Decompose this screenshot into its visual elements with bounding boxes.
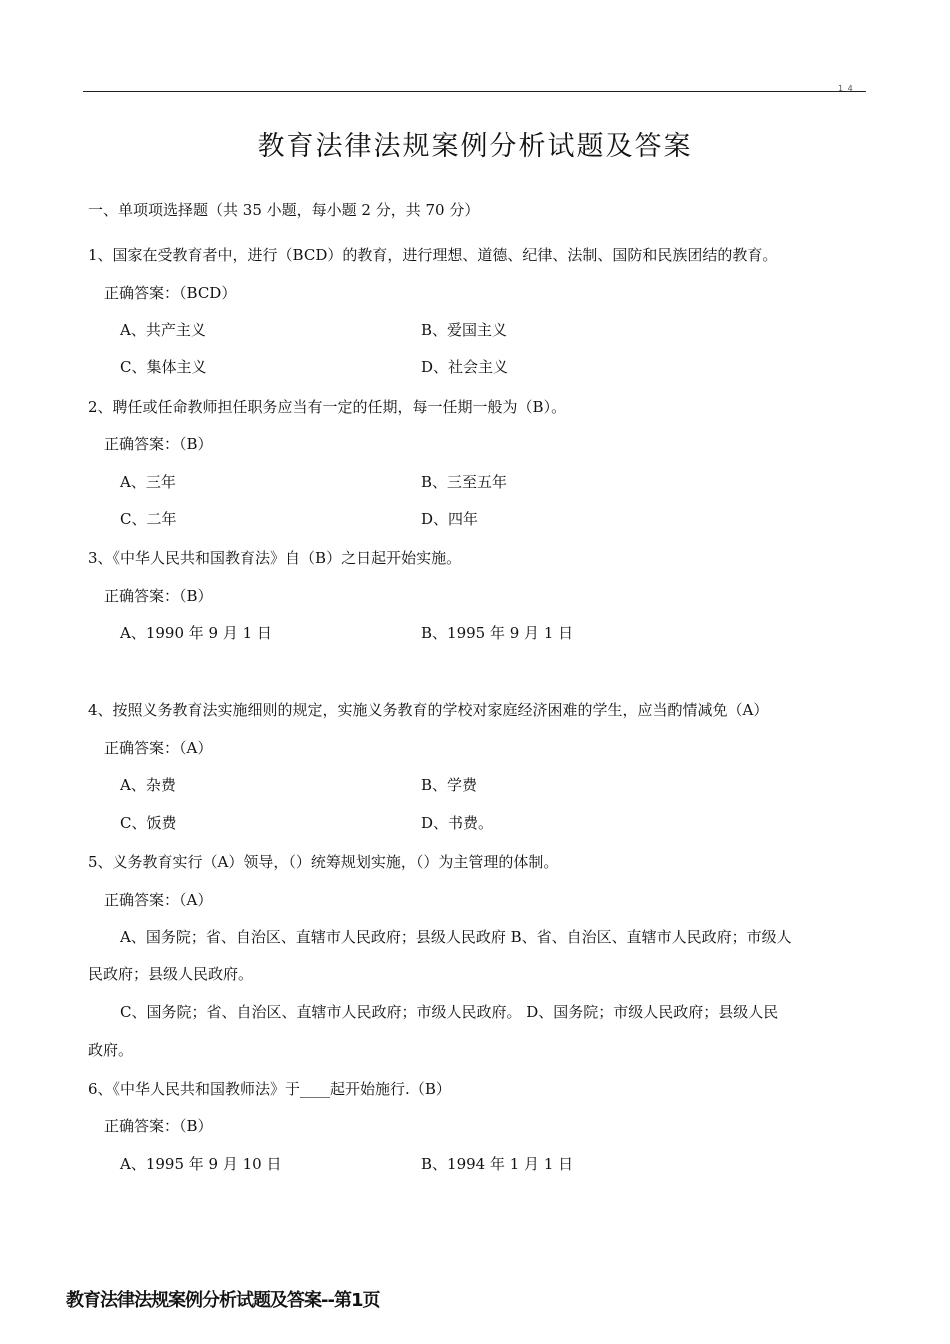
question-6-answer: 正确答案：（B） xyxy=(104,1117,213,1135)
question-1-option-c: C、集体主义 xyxy=(120,358,207,376)
question-4-option-c: C、饭费 xyxy=(120,814,177,832)
question-2-answer: 正确答案：（B） xyxy=(104,435,213,453)
question-3-stem: 3、《中华人民共和国教育法》自（B）之日起开始实施。 xyxy=(88,549,462,567)
question-1-option-a: A、共产主义 xyxy=(120,321,206,339)
question-1-stem: 1、国家在受教育者中，进行（BCD）的教育，进行理想、道德、纪律、法制、国防和民族团结的教育。 xyxy=(88,246,778,264)
question-2-option-d: D、四年 xyxy=(421,510,479,528)
question-4-option-d: D、书费。 xyxy=(421,814,494,832)
question-2-option-c: C、二年 xyxy=(120,510,177,528)
question-3-option-a: A、1990 年 9 月 1 日 xyxy=(120,624,272,642)
question-5-options-line-1: A、国务院；省、自治区、直辖市人民政府；县级人民政府 B、省、自治区、直辖市人民政府；市级人 xyxy=(120,928,792,946)
question-5-options-line-3: C、国务院；省、自治区、直辖市人民政府；市级人民政府。 D、国务院；市级人民政府；县级人民 xyxy=(120,1003,779,1021)
question-4-option-b: B、学费 xyxy=(421,776,478,794)
page-mark: 1 4 xyxy=(838,84,854,93)
question-4-option-a: A、杂费 xyxy=(120,776,176,794)
question-3-option-b: B、1995 年 9 月 1 日 xyxy=(421,624,574,642)
question-6-option-b: B、1994 年 1 月 1 日 xyxy=(421,1155,574,1173)
question-6-stem: 6、《中华人民共和国教师法》于____起开始施行.（B） xyxy=(88,1080,451,1098)
question-5-options-line-2: 民政府；县级人民政府。 xyxy=(88,965,254,983)
question-5-stem: 5、义务教育实行（A）领导，（）统筹规划实施，（）为主管理的体制。 xyxy=(88,853,559,871)
question-5-answer: 正确答案：（A） xyxy=(104,891,213,909)
question-2-stem: 2、聘任或任命教师担任职务应当有一定的任期，每一任期一般为（B）。 xyxy=(88,398,567,416)
header-rule xyxy=(83,91,866,92)
document-title: 教育法律法规案例分析试题及答案 xyxy=(257,131,693,162)
section-heading: 一、单项项选择题（共 35 小题，每小题 2 分，共 70 分） xyxy=(88,201,480,219)
question-4-answer: 正确答案：（A） xyxy=(104,739,213,757)
question-1-answer: 正确答案：（BCD） xyxy=(104,284,237,302)
question-1-option-d: D、社会主义 xyxy=(421,358,509,376)
question-5-options-line-4: 政府。 xyxy=(88,1041,134,1059)
page-footer: 教育法律法规案例分析试题及答案--第1页 xyxy=(66,1290,380,1311)
question-2-option-a: A、三年 xyxy=(120,473,176,491)
question-3-answer: 正确答案：（B） xyxy=(104,587,213,605)
question-4-stem: 4、按照义务教育法实施细则的规定，实施义务教育的学校对家庭经济困难的学生，应当酌情减免（A） xyxy=(88,701,769,719)
question-6-option-a: A、1995 年 9 月 10 日 xyxy=(120,1155,282,1173)
question-2-option-b: B、三至五年 xyxy=(421,473,508,491)
question-1-option-b: B、爱国主义 xyxy=(421,321,508,339)
